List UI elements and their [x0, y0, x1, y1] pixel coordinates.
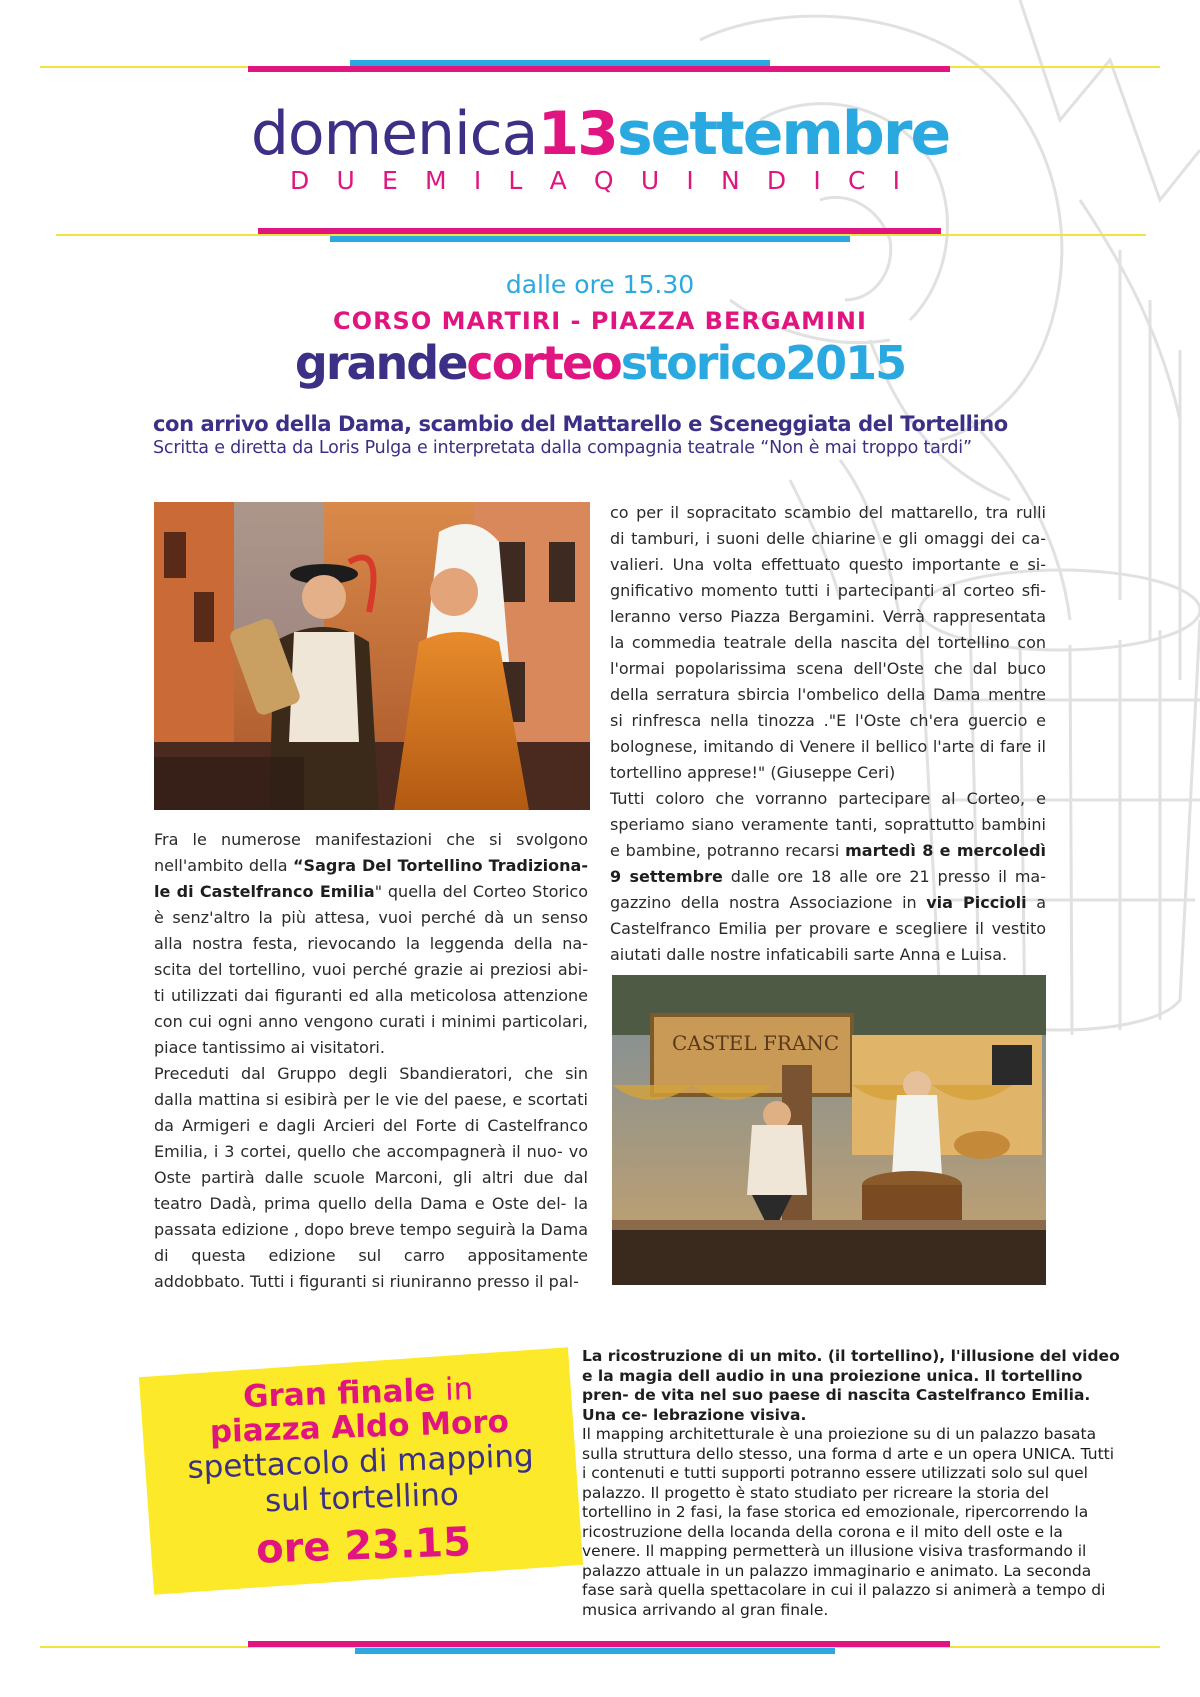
event-subhead: con arrivo della Dama, scambio del Mattarello e Sceneggiata del Tortellino: [153, 412, 1008, 436]
right-paragraph-1: co per il sopracitato scambio del mattarello, tra rulli di tamburi, i suoni delle chiarine e gli omaggi dei ca- valieri. Una volta effettuato questo importante e si- gnificativo momento tutti i partecipanti al corteo sfi- leranno verso Piazza Bergamini. Verrà rappresentata la commedia teatrale della nascita del tortellino con l'ormai popolarissima scena dell'Oste che dal buco della serratura sbircia l'ombelico della Dama mentre si rinfresca nella tinozza ."E l'Oste ch'era guercio e bolognese, imitando di Venere il bellico l'arte di fare il tortellino apprese!" (Giuseppe Ceri): [610, 503, 1046, 782]
finale-title: Gran finale: [242, 1372, 436, 1416]
event-credits: Scritta e diretta da Loris Pulga e interpretata dalla compagnia teatrale “Non è mai troppo tardi”: [153, 438, 972, 458]
bottom-pink-bar: [248, 1641, 950, 1647]
left-column-text: [154, 827, 588, 1295]
left-paragraph-1: [154, 827, 588, 1061]
left-paragraph-2: Preceduti dal Gruppo degli Sbandieratori, che sin dalla mattina si esibirà per le vie del paese, e scortati da Armigeri e dagli Arcieri del Forte di Castelfranco Emilia, i 3 cortei, quello che accompagnerà il nuo- vo Oste partirà dalle scuole Marconi, gli altri due dal teatro Dadà, prima quello della Dama e Oste del- la passata edizione , dopo breve tempo seguirà la Dama di questa edizione sul carro appositamente addobbato. Tutti i figuranti si riuniranno presso il pal-: [154, 1064, 588, 1291]
photo-dama-oste: [154, 502, 590, 810]
year-letter: I: [892, 166, 900, 195]
mid-pink-bar: [258, 228, 941, 234]
headline-day: 13: [537, 99, 617, 169]
finale-show: spettacolo di mapping: [186, 1437, 535, 1487]
year-letter: U: [640, 166, 660, 195]
event-title: [0, 338, 1200, 389]
year-letter: D: [766, 166, 787, 195]
bottom-blue-bar: [355, 1648, 835, 1654]
top-pink-bar: [248, 66, 620, 72]
year-spaced-letters: [290, 166, 900, 195]
left-p1-text: Fra le numerose manifestazioni che si svolgono nell'ambito della: [154, 830, 588, 875]
year-letter: U: [336, 166, 355, 195]
finale-title-in: in: [434, 1371, 474, 1409]
top-pink-bar-right: [620, 66, 950, 72]
headline-weekday: domenica: [250, 99, 538, 169]
finale-location: piazza Aldo Moro: [209, 1403, 510, 1451]
year-letter: I: [686, 166, 694, 195]
right-column-text: [610, 500, 1046, 968]
right-p2-dates: martedì 8 e mercoledì 9 settembre: [610, 841, 1047, 886]
year-letter: A: [549, 166, 567, 195]
event-time: dalle ore 15.30: [505, 270, 695, 299]
right-p2-street: via Piccioli: [926, 893, 1027, 912]
year-letter: E: [382, 166, 398, 195]
mapping-body: Il mapping architetturale è una proiezione su di un palazzo basata sulla struttura dello stesso, una forma d arte e un opera UNICA. Tutti i contenuti e tutti supporti potranno essere utilizzati solo sul quel palazzo. Il progetto è stato studiato per ricreare la storia del tortellino in 2 fasi, la fase storica ed emozionale, ripercorrendo la ricostruzione della locanda della corona e il mito dell oste e la venere. Il mapping permetterà un illusione visiva trasformando il palazzo attuale in un palazzo immaginario e animato. La seconda fase sarà quella spettacolare in cui il palazzo si animerà a tempo di musica arrivando al gran finale.: [582, 1425, 1115, 1619]
event-title-part2: corteo: [466, 336, 621, 390]
date-headline: [0, 99, 1200, 169]
headline-month: settembre: [616, 99, 950, 169]
mapping-description: [582, 1347, 1122, 1620]
event-title-part3: storico2015: [620, 336, 906, 390]
event-place: CORSO MARTIRI - PIAZZA BERGAMINI: [333, 307, 867, 335]
year-letter: I: [813, 166, 821, 195]
right-p2-text: Tutti coloro che vorranno partecipare al Corteo, e speriamo siano veramente tanti, soprattutto bambini e bambine, potranno recarsi: [610, 789, 1046, 860]
year-letter: N: [720, 166, 740, 195]
photo-stage-scene: [612, 975, 1046, 1285]
year-letter: M: [425, 166, 447, 195]
left-p1-text-cont: " quella del Corteo Storico è senz'altro la più attesa, vuoi perché dà un senso alla nostra festa, rievocando la leggenda della na- scita del tortellino, vuoi perché grazie ai preziosi abi- ti utilizzati dai figuranti ed alla meticolosa attenzione con cui ogni anno vengono curati i minimi particolari, piace tantissimo ai visitatori.: [154, 882, 588, 1057]
year-letter: I: [473, 166, 482, 195]
year-letter: L: [508, 166, 523, 195]
mid-blue-bar: [330, 236, 850, 242]
year-letter: C: [847, 166, 866, 195]
year-letter: D: [290, 166, 310, 195]
stage-sign-text: CASTEL FRANC: [672, 1031, 840, 1055]
year-letter: Q: [593, 166, 614, 195]
left-p1-bold: “Sagra Del Tortellino Tradiziona- le di Castelfranco Emilia: [154, 856, 588, 901]
finale-time: ore 23.15: [255, 1519, 472, 1573]
right-p2-text-cont: dalle ore 18 alle ore 21 presso il ma- gazzino della nostra Associazione in: [610, 867, 1047, 912]
right-p2-text-end: a Castelfranco Emilia per provare e scegliere il vestito aiutati dalle nostre infaticabili sarte Anna e Luisa.: [610, 893, 1047, 964]
event-title-part1: grande: [294, 336, 467, 390]
mapping-intro: La ricostruzione di un mito. (il tortellino), l'illusione del video e la magia dell audio in una proiezione unica. Il tortellino pren- de vita nel suo paese di nascita Castelfranco Emilia. Una ce- lebrazione visiva.: [582, 1347, 1120, 1424]
finale-subject: sul tortellino: [264, 1476, 460, 1520]
gran-finale-text: [143, 1369, 580, 1580]
right-paragraph-2: [610, 786, 1046, 968]
